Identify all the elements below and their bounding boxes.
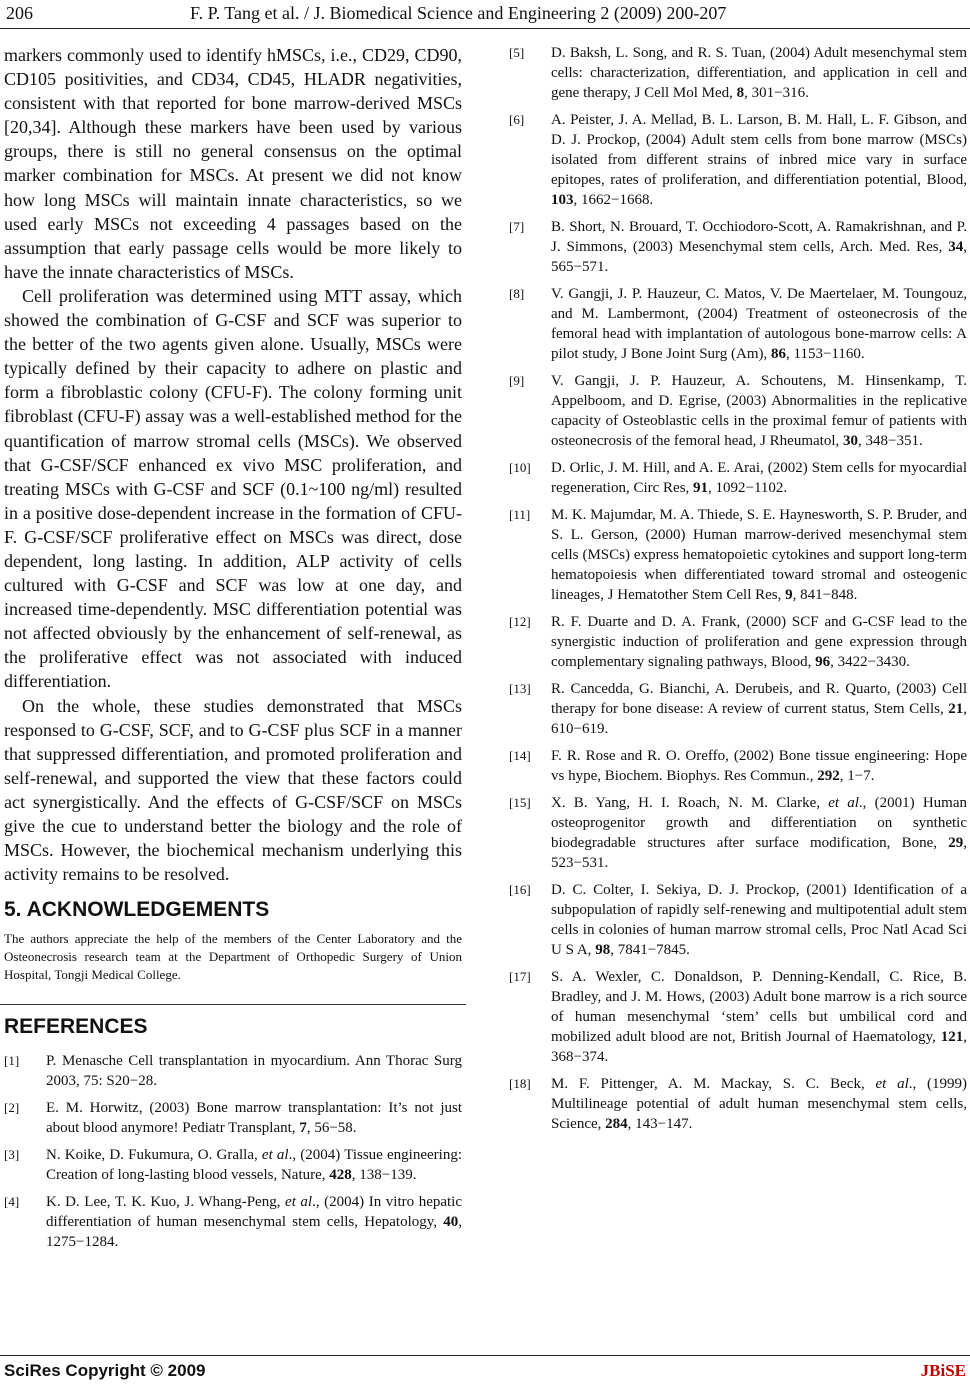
left-column xyxy=(4,43,462,1259)
journal-abbreviation: JBiSE xyxy=(920,1361,966,1380)
reference-item: [12] R. F. Duarte and D. A. Frank, (2000) SCF and G-CSF lead to the synergistic induction of proliferation and gene expression through complementary signaling pathways, Blood, 96, 3422−3430. xyxy=(509,614,967,670)
page-number: 206 xyxy=(6,3,33,23)
paragraph: On the whole, these studies demonstrated that MSCs responsed to G-CSF, SCF, and to G-CSF plus SCF in a manner that suppressed differentiation, and promoted proliferation and self-renewal, and supported the view that these factors could act synergistically. And the effects of G-CSF/SCF on MSCs give the cue to understand better the biology and the role of MSCs. However, the biochemical mechanism underlying this activity remains to be resolved. xyxy=(4,695,462,885)
running-head: F. P. Tang et al. / J. Biomedical Science and Engineering 2 (2009) 200-207 xyxy=(190,3,727,23)
footer-rule xyxy=(0,1355,970,1356)
acknowledgements-text: The authors appreciate the help of the members of the Center Laboratory and the Osteonecrosis research team at the Department of Orthopedic Surgery of Union Hospital, Tongji Medical College. xyxy=(4,931,462,983)
page-footer xyxy=(0,1355,970,1385)
acknowledgements-heading: 5. ACKNOWLEDGEMENTS xyxy=(4,898,270,922)
reference-item: [10] D. Orlic, J. M. Hill, and A. E. Arai, (2002) Stem cells for myocardial regeneration, Circ Res, 91, 1092−1102. xyxy=(509,460,967,496)
right-column xyxy=(509,43,967,1141)
reference-item: [18] M. F. Pittenger, A. M. Mackay, S. C. Beck, et al., (1999) Multilineage potential of adult human mesenchymal stem cells, Science, 284, 143−147. xyxy=(509,1076,968,1132)
reference-item: [6] A. Peister, J. A. Mellad, B. L. Larson, B. M. Hall, L. F. Gibson, and D. J. Prockop, (2004) Adult stem cells from bone marrow (MSCs) isolated from different strains of inbred mice vary in surface epitopes, rates of proliferation, and differentiation potential, Blood, 103, 1662−1668. xyxy=(509,112,967,208)
reference-item: [2] E. M. Horwitz, (2003) Bone marrow transplantation: It’s not just about blood anymore! Pediatr Transplant, 7, 56−58. xyxy=(4,1100,462,1137)
section-divider xyxy=(0,1004,466,1005)
reference-item: [15] X. B. Yang, H. I. Roach, N. M. Clarke, et al., (2001) Human osteoprogenitor growth and differentiation on synthetic biodegradable structures after surface modification, Bone, 29, 523−531. xyxy=(509,795,967,871)
reference-item: [5] D. Baksh, L. Song, and R. S. Tuan, (2004) Adult mesenchymal stem cells: characterization, differentiation, and application in cell and gene therapy, J Cell Mol Med, 8, 301−316. xyxy=(509,45,967,101)
reference-item: [16] D. C. Colter, I. Sekiya, D. J. Prockop, (2001) Identification of a subpopulation of rapidly self-renewing and multipotential adult stem cells in colonies of human marrow stromal cells, Proc Natl Acad Sci U S A, 98, 7841−7845. xyxy=(509,882,967,958)
reference-item: [17] S. A. Wexler, C. Donaldson, P. Denning-Kendall, C. Rice, B. Bradley, and J. M. Hows, (2003) Adult bone marrow is a rich source of human mesenchymal ‘stem’ cells but umbilical cord and mobilized adult blood are not, British Journal of Haematology, 121, 368−374. xyxy=(509,969,967,1065)
page-header xyxy=(0,2,970,28)
reference-item: [7] B. Short, N. Brouard, T. Occhiodoro-Scott, A. Ramakrishnan, and P. J. Simmons, (2003) Mesenchymal stem cells, Arch. Med. Res, 34, 565−571. xyxy=(509,219,967,275)
reference-item: [11] M. K. Majumdar, M. A. Thiede, S. E. Haynesworth, S. P. Bruder, and S. L. Gerson, (2000) Human marrow-derived mesenchymal stem cells (MSCs) express hematopoietic cytokines and support long-term hematopoiesis when differentiated toward stromal and osteogenic lineages, J Hematother Stem Cell Res, 9, 841−848. xyxy=(509,507,967,603)
reference-item: [13] R. Cancedda, G. Bianchi, A. Derubeis, and R. Quarto, (2003) Cell therapy for bone disease: A review of current status, Stem Cells, 21, 610−619. xyxy=(509,681,967,737)
reference-item: [9] V. Gangji, J. P. Hauzeur, A. Schoutens, M. Hinsenkamp, T. Appelboom, and D. Egrise, (2003) Abnormalities in the replicative capacity of Osteoblastic cells in the proximal femur of patients with osteonecrosis of the femoral head, J Rheumatol, 30, 348−351. xyxy=(509,373,967,449)
reference-item: [4] K. D. Lee, T. K. Kuo, J. Whang-Peng, et al., (2004) In vitro hepatic differentiation of human mesenchymal stem cells, Hepatology, 40, 1275−1284. xyxy=(4,1194,462,1251)
reference-item: [8] V. Gangji, J. P. Hauzeur, C. Matos, V. De Maertelaer, M. Toungouz, and M. Lambermont, (2004) Treatment of osteonecrosis of the femoral head with implantation of autologous bone-marrow cells: A pilot study, J Bone Joint Surg (Am), 86, 1153−1160. xyxy=(509,286,967,362)
references-heading: REFERENCES xyxy=(4,1015,148,1039)
paragraph: Cell proliferation was determined using MTT assay, which showed the combination of G-CSF and SCF was superior to the better of the two agents given alone. Usually, MSCs were typically defined by their capacity to adhere on plastic and form a fibroblastic colony (CFU-F). The colony forming unit fibroblast (CFU-F) assay was a well-established method for the quantification of marrow stromal cells (MSCs). We observed that G-CSF/SCF enhanced ex vivo MSC proliferation, and treating MSCs with G-CSF and SCF (0.1~100 ng/ml) resulted in a positive dose-dependent increase in the formation of CFU-F. G-CSF/SCF proliferative effect on MSCs was direct, dose dependent, long lasting. In addition, ALP activity of cells cultured with G-CSF and SCF was low at one day, and increased time-dependently. MSC differentiation potential was not affected obviously by the enhancement of self-renewal, as the proliferative effect was not associated with induced differentiation. xyxy=(4,285,462,692)
header-rule xyxy=(0,28,970,29)
reference-item: [14] F. R. Rose and R. O. Oreffo, (2002) Bone tissue engineering: Hope vs hype, Biochem. Biophys. Res Commun., 292, 1−7. xyxy=(509,748,967,784)
reference-item: [1] P. Menasche Cell transplantation in myocardium. Ann Thorac Surg 2003, 75: S20−28. xyxy=(4,1053,462,1090)
discussion-text xyxy=(4,43,462,886)
paragraph: markers commonly used to identify hMSCs, i.e., CD29, CD90, CD105 positivities, and CD34, CD45, HLADR negativities, consistent with that reported for bone marrow-derived MSCs [20,34]. Although these markers have been used by various groups, there is still no general consensus on the optimal marker combination for MSCs. At present we did not know how long MSCs will maintain innate characteristics, so we used early MSCs not exceeding 4 passages based on the assumption that early passage cells would be more likely to have the innate characteristics of MSCs. xyxy=(4,45,462,282)
reference-item: [3] N. Koike, D. Fukumura, O. Gralla, et al., (2004) Tissue engineering: Creation of long-lasting blood vessels, Nature, 428, 138−139. xyxy=(4,1147,462,1184)
copyright-notice: SciRes Copyright © 2009 xyxy=(4,1361,206,1380)
